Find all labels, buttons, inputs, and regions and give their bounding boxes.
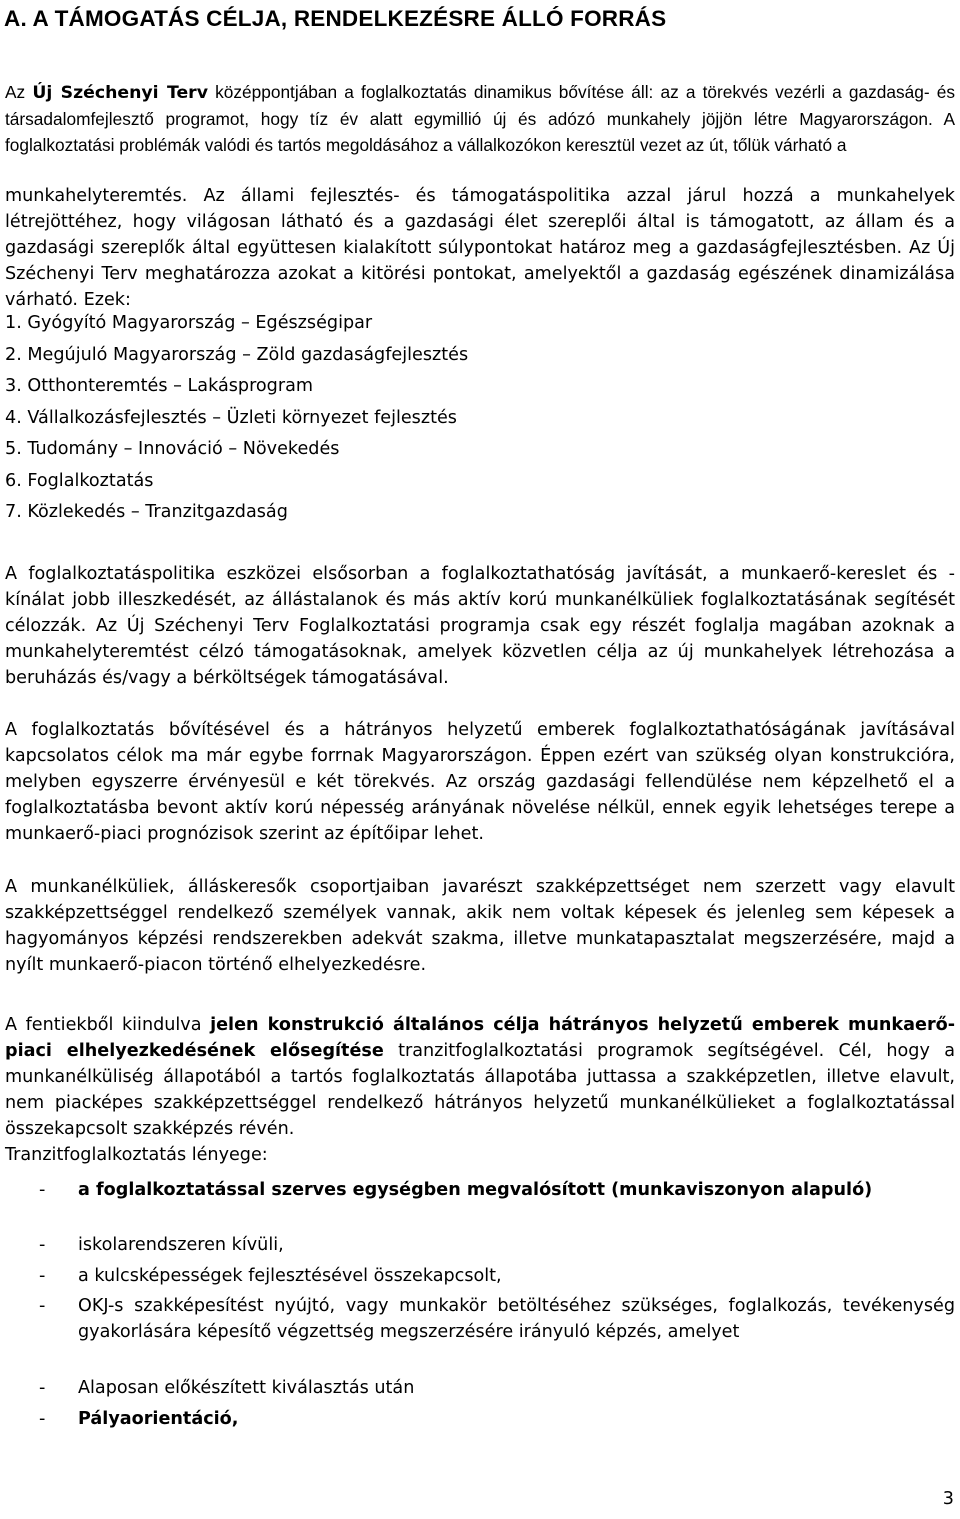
dash-marker: - (39, 1409, 46, 1429)
dash-item (5, 1293, 955, 1345)
dash-marker: - (39, 1296, 46, 1316)
dash-item-text: Alaposan előkészített kiválasztás után (78, 1378, 415, 1398)
intro-bold-term: Új Széchenyi Terv (32, 83, 208, 103)
paragraph-objective (5, 1012, 955, 1142)
list-item: 7. Közlekedés – Tranzitgazdaság (5, 502, 288, 522)
page-number: 3 (942, 1489, 954, 1509)
dash-item-text: OKJ-s szakképesítést nyújtó, vagy munkakör betöltéséhez szükséges, foglalkozás, tevékenység gyakorlására képesítő végzettség megszerzésére irányuló képzés, amelyet (78, 1296, 955, 1342)
list-item: 6. Foglalkoztatás (5, 470, 154, 491)
intro-paragraph (5, 79, 955, 158)
dash-marker: - (39, 1235, 46, 1255)
priority-list (5, 310, 468, 531)
list-item: 1. Gyógyító Magyarország – Egészségipar (5, 313, 373, 333)
dash-marker: - (39, 1266, 46, 1286)
objective-text-pre: A fentiekből kiindulva (5, 1015, 211, 1035)
dash-item (5, 1232, 955, 1258)
dash-item (5, 1177, 955, 1203)
list-item: 2. Megújuló Magyarország – Zöld gazdaságfejlesztés (5, 344, 469, 365)
list-item: 3. Otthonteremtés – Lakásprogram (5, 376, 314, 396)
section-heading: A. A TÁMOGATÁS CÉLJA, RENDELKEZÉSRE ÁLLÓ FORRÁS (4, 6, 667, 31)
tranzit-heading: Tranzitfoglalkoztatás lényege: (5, 1145, 268, 1165)
list-item: 5. Tudomány – Innováció – Növekedés (5, 439, 340, 459)
dash-marker: - (39, 1378, 46, 1398)
paragraph-unemployed: A munkanélküliek, álláskeresők csoportjaiban javarészt szakképzettséget nem szerzett vagy elavult szakképzettséggel rendelkező személyek vannak, akik nem voltak képesek és jelenleg sem képesek a hagyományos képzési rendszerekben adekvát szakma, illetve munkatapasztalat megszerzésére, majd a nyílt munkaerő-piacon történő elhelyezkedésre. (5, 877, 955, 975)
dash-item-text: a foglalkoztatással szerves egységben megvalósított (munkaviszonyon alapuló) (78, 1180, 873, 1200)
dash-item-text: a kulcsképességek fejlesztésével összekapcsolt, (78, 1266, 502, 1286)
objective-text-post: tranzitfoglalkoztatási programok segítségével. Cél, hogy a munkanélküliség állapotából a tartós foglalkoztatás állapotába juttassa a szakképzetlen, illetve elavult, nem piacképes szakképzettséggel rendelkező hátrányos helyzetű munkanélkülieket a foglalkoztatással összekapcsolt szakképzés révén. (5, 1041, 955, 1139)
dash-item-text: iskolarendszeren kívüli, (78, 1235, 284, 1255)
dash-item (5, 1375, 955, 1401)
intro-text-pre: Az (5, 82, 33, 102)
objective-bold-goal: jelen konstrukció általános célja hátrányos helyzetű emberek munkaerő-piaci elhelyezkedésének elősegítése (5, 1015, 956, 1061)
dash-item-text: Pályaorientáció, (78, 1409, 239, 1429)
list-item: 4. Vállalkozásfejlesztés – Üzleti környezet fejlesztés (5, 407, 457, 428)
paragraph-employment-policy: A foglalkoztatáspolitika eszközei elsősorban a foglalkoztathatóság javítását, a munkaerő-kereslet és - kínálat jobb illeszkedését, az állástalanok és más aktív korú munkanélküliek foglalkoztatásának segítését célozzák. Az Új Széchenyi Terv Foglalkoztatási programja csak egy részét foglalja magában azoknak a munkahelyteremtést célzó támogatásoknak, amelyek közvetlen célja az új munkahelyek létrehozása a beruházás és/vagy a bérköltségek támogatásával. (5, 564, 955, 688)
intro-continued-paragraph: munkahelyteremtés. Az állami fejlesztés- és támogatáspolitika azzal járul hozzá a munkahelyek létrejöttéhez, hogy világosan látható és a gazdasági élet szereplői által is támogatott, az állam és a gazdasági szereplők által együttesen kialakított súlypontokat határoz meg a gazdaságfejlesztésben. Az Új Széchenyi Terv meghatározza azokat a kitörési pontokat, amelyektől a gazdaság egészének dinamizálása várható. Ezek: (5, 186, 955, 310)
paragraph-goals: A foglalkoztatás bővítésével és a hátrányos helyzetű emberek foglalkoztathatóságának javításával kapcsolatos célok ma már egybe forrnak Magyarországon. Éppen ezért van szükség olyan konstrukcióra, melyben egyszerre érvényesül e két törekvés. Az ország gazdasági fellendülése nem képzelhető el a foglalkoztatásba bevont aktív korú népesség arányának növelése nélkül, ennek egyik lehetséges terepe a munkaerő-piaci prognózisok szerint az építőipar lehet. (5, 720, 955, 844)
intro-text-post: középpontjában a foglalkoztatás dinamikus bővítése áll: az a törekvés vezérli a gazdaság- és társadalomfejlesztő programot, hogy tíz év alatt egymillió új és adózó munkahely jöjjön létre Magyarországon. A foglalkoztatási problémák valódi és tartós megoldásához a vállalkozókon keresztül vezet az út, tőlük várható a (5, 82, 955, 155)
dash-marker: - (39, 1180, 46, 1200)
dash-item (5, 1406, 955, 1432)
dash-item (5, 1263, 955, 1289)
